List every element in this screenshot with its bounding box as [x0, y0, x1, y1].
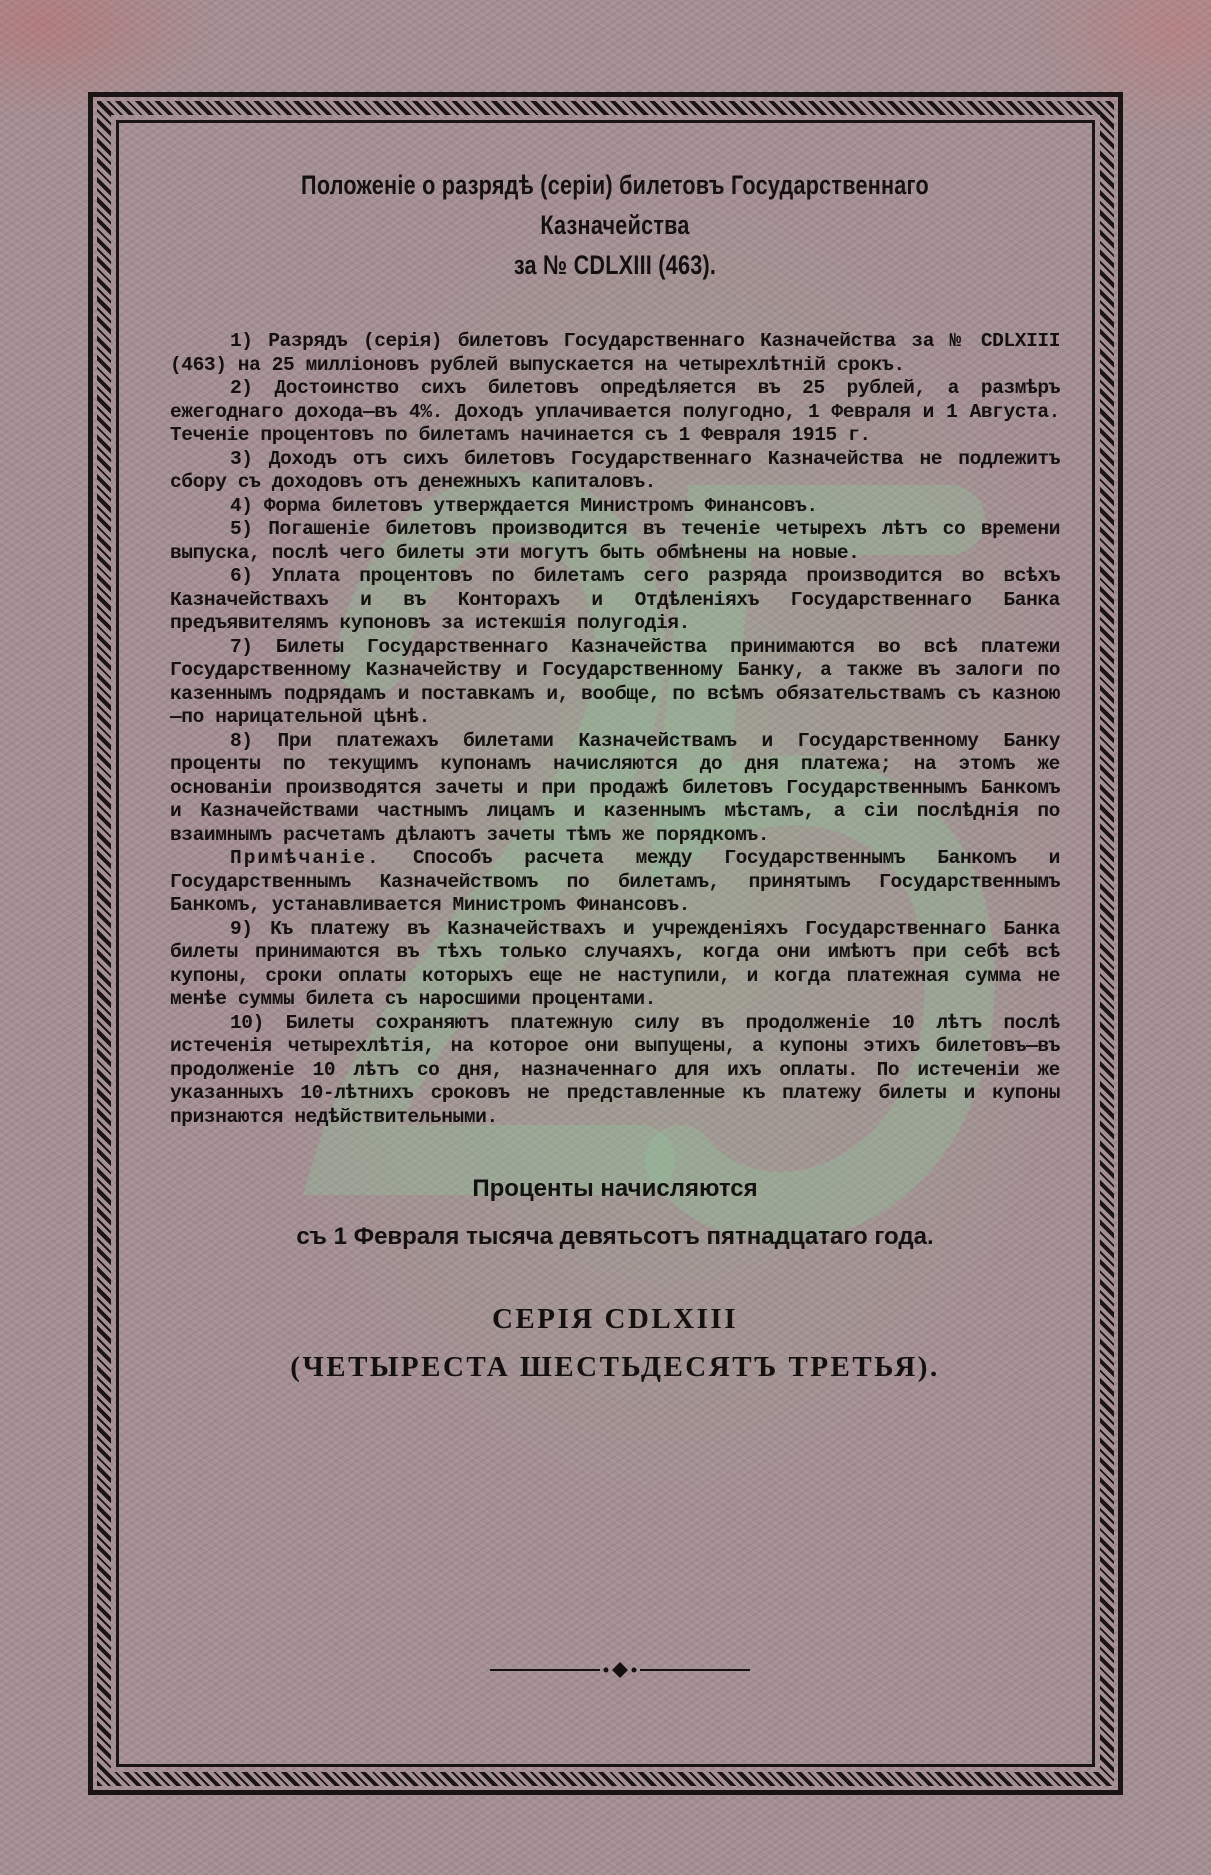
paragraph-10: 10) Билеты сохраняютъ платежную силу въ продолженіе 10 лѣтъ послѣ истеченія четырехлѣтія, на которое они выпущены, а купоны этихъ билетовъ—въ продолженіе 10 лѣтъ со дня, назначеннаго для ихъ оплаты. По истеченіи же указанныхъ 10-лѣтнихъ сроковъ не представленные къ платежу билеты и купоны признаются недѣйствительными.: [170, 1011, 1060, 1128]
diamond-ornament-icon: [470, 1660, 770, 1680]
series-label: [170, 1295, 1060, 1391]
paragraph-8: 8) При платежахъ билетами Казначействамъ и Государственному Банку проценты по текущимъ купонамъ начисляются до дня платежа; на этомъ же основаніи производятся зачеты и при продажѣ билетовъ Государственнымъ Банкомъ и Казначействами частнымъ лицамъ и казеннымъ мѣстамъ, а сіи послѣднія по взаимнымъ расчетамъ дѣлаютъ зачеты тѣмъ же порядкомъ.: [170, 729, 1060, 846]
paragraph-4: 4) Форма билетовъ утверждается Министромъ Финансовъ.: [230, 494, 818, 517]
heading-line-2: за № CDLXIII (463).: [513, 250, 717, 280]
paragraph-2: 2) Достоинство сихъ билетовъ опредѣляется въ 25 рублей, а размѣръ ежегоднаго дохода—въ 4%. Доходъ уплачивается полугодно, 1 Февраля и 1 Августа. Теченіе процентовъ по билетамъ начинается съ 1 Февраля 1915 г.: [170, 377, 1060, 446]
series-line-1: СЕРІЯ CDLXIII: [491, 1303, 738, 1335]
regulations-text: [170, 330, 1060, 1129]
note-lead: Примѣчаніе.: [230, 847, 381, 869]
paragraph-1: 1) Разрядъ (серія) билетовъ Государственнаго Казначейства за № CDLXIII (463) на 25 милліоновъ рублей выпускается на четырехлѣтній срокъ.: [170, 330, 1060, 376]
document-heading: [259, 165, 971, 285]
paragraph-6: 6) Уплата процентовъ по билетамъ сего разряда производится во всѣхъ Казначействахъ и въ Конторахъ и Отдѣленіяхъ Государственнаго Банка предъявителямъ купоновъ за истекшія полугодія.: [170, 565, 1060, 634]
note-paragraph: [170, 847, 1060, 918]
interest-notice-line-1: Проценты начисляются: [472, 1175, 758, 1202]
paragraph-7: 7) Билеты Государственнаго Казначейства принимаются во всѣ платежи Государственному Казначейству и Государственному Банку, а также въ залоги по казеннымъ подрядамъ и поставкамъ и, вообще, по всѣмъ обязательствамъ съ казною—по нарицательной цѣнѣ.: [170, 635, 1060, 728]
paragraph-5: 5) Погашеніе билетовъ производится въ теченіе четырехъ лѣтъ со времени выпуска, послѣ чего билеты эти могутъ быть обмѣнены на новые.: [170, 518, 1060, 564]
paragraph-3: 3) Доходъ отъ сихъ билетовъ Государственнаго Казначейства не подлежитъ сбору съ доходовъ отъ денежныхъ капиталовъ.: [170, 447, 1060, 493]
document-content: [170, 165, 1060, 1391]
paragraph-9: 9) Къ платежу въ Казначействахъ и учрежденіяхъ Государственнаго Банка билеты принимаются въ тѣхъ только случаяхъ, когда они имѣютъ при себѣ всѣ купоны, сроки оплаты которыхъ еще не наступили, и когда платежная сумма не менѣе суммы билета съ наросшими процентами.: [170, 917, 1060, 1010]
interest-notice-line-2: съ 1 Февраля тысяча девятьсотъ пятнадцатаго года.: [296, 1223, 934, 1250]
series-line-2: (ЧЕТЫРЕСТА ШЕСТЬДЕСЯТЪ ТРЕТЬЯ).: [290, 1351, 940, 1383]
heading-line-1: Положеніе о разрядѣ (серіи) билетовъ Государственнаго Казначейства: [301, 170, 929, 240]
note-text: Способъ расчета между Государственнымъ Банкомъ и Государственнымъ Казначействомъ по билетамъ, принятымъ Государственнымъ Банкомъ, устанавливается Министромъ Финансовъ.: [170, 847, 1060, 916]
